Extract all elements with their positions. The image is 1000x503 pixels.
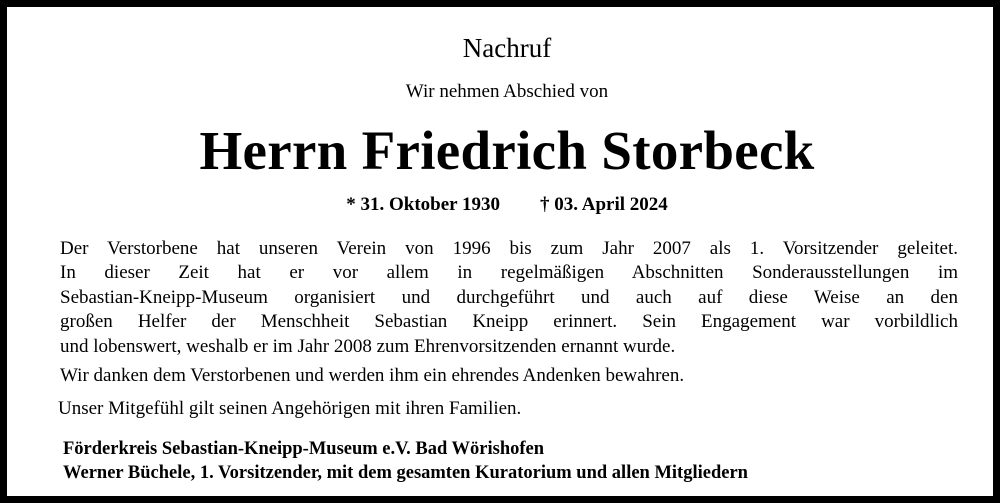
- tribute-line: großen Helfer der Menschheit Sebastian Kneipp erinnert. Sein Engagement war vorbildlich: [60, 311, 958, 333]
- signature-organization: Förderkreis Sebastian-Kneipp-Museum e.V. Bad Wörishofen: [63, 439, 545, 459]
- thanks-sentence: Wir danken dem Verstorbenen und werden ihm ein ehrendes Andenken bewahren.: [60, 365, 685, 386]
- tribute-line: Der Verstorbene hat unseren Verein von 1996 bis zum Jahr 2007 als 1. Vorsitzender geleitet.: [60, 238, 958, 259]
- tribute-paragraph: [60, 237, 958, 359]
- death-date: † 03. April 2024: [540, 194, 668, 215]
- tribute-line: und lobenswert, weshalb er im Jahr 2008 zum Ehrenvorsitzenden ernannt wurde.: [60, 335, 676, 357]
- notice-intro: Wir nehmen Abschied von: [405, 81, 609, 102]
- birth-date: * 31. Oktober 1930: [346, 194, 501, 215]
- sympathy-sentence: Unser Mitgefühl gilt seinen Angehörigen mit ihren Familien.: [58, 398, 522, 419]
- deceased-name: Herrn Friedrich Storbeck: [199, 120, 815, 181]
- signature-signatory: Werner Büchele, 1. Vorsitzender, mit dem gesamten Kuratorium und allen Mitgliedern: [63, 463, 748, 483]
- notice-title: Nachruf: [462, 33, 552, 63]
- tribute-line: In dieser Zeit hat er vor allem in regelmäßigen Abschnitten Sonderausstellungen im: [60, 262, 958, 284]
- tribute-line: Sebastian-Kneipp-Museum organisiert und durchgeführt und auch auf diese Weise an den: [60, 286, 958, 308]
- life-dates: [7, 193, 1000, 217]
